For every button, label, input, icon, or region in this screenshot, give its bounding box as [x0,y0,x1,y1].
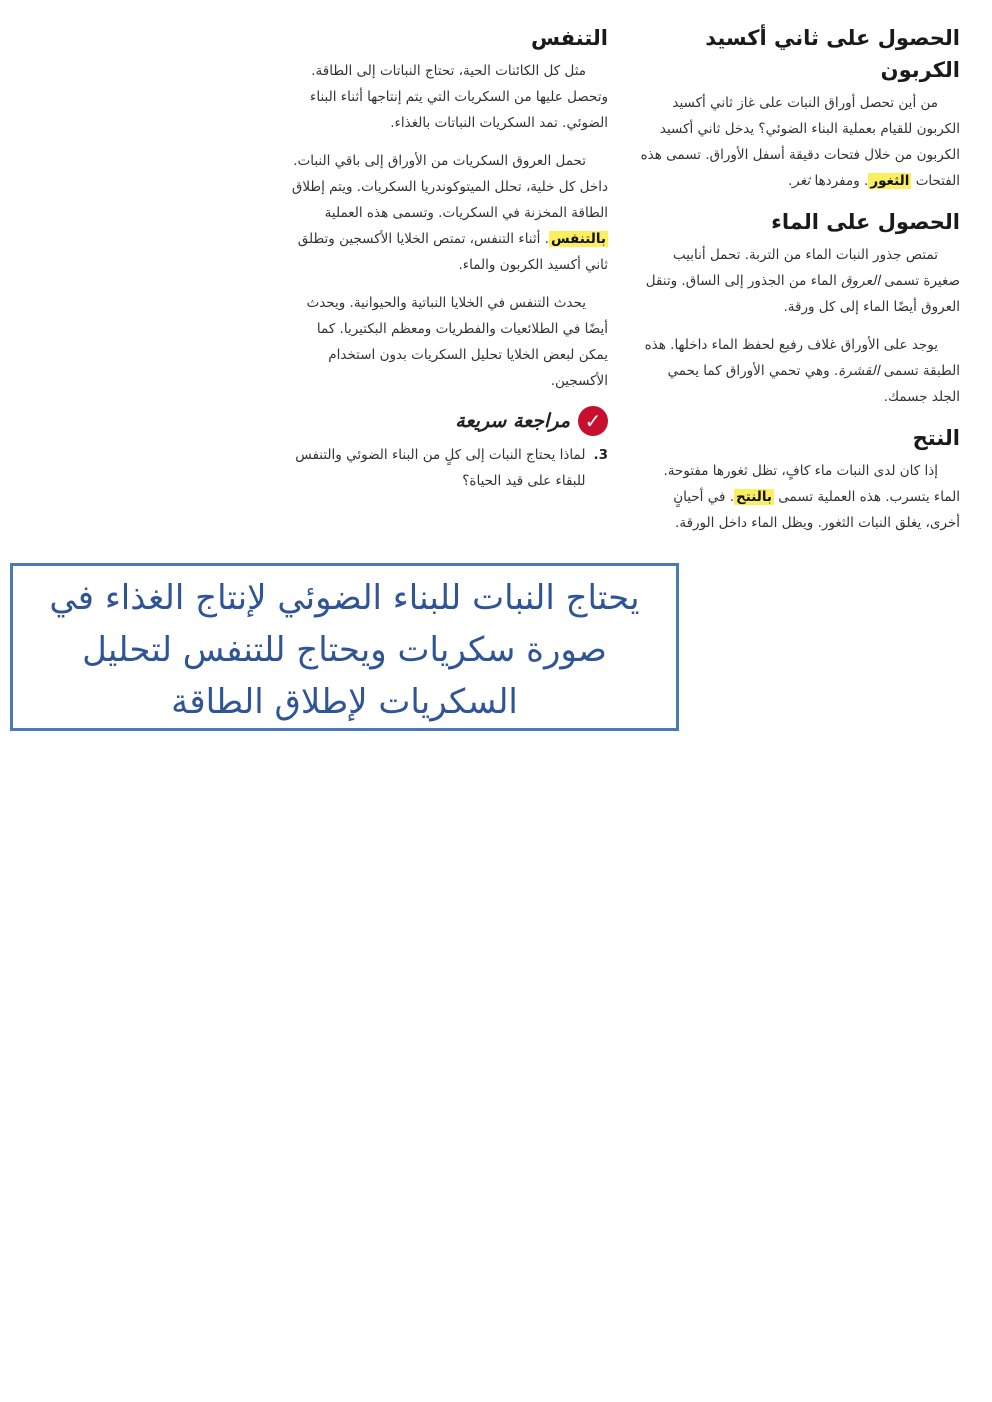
paragraph-co2 [636,90,960,194]
paragraph-respiration-3: يحدث التنفس في الخلايا النباتية والحيوانية. ويحدث أيضًا في الطلائعيات والفطريات ومعظم البكتيريا. كما يمكن لبعض الخلايا تحليل السكريات بدون استخدام الأكسجين. [306,295,608,389]
left-column [284,22,608,494]
text-respiration-post: . أثناء التنفس، تمتص الخلايا الأكسجين وتطلق ثاني أكسيد الكربون والماء. [297,231,608,273]
quick-review-header [284,406,608,436]
term-cuticle: القشرة [838,363,880,379]
quick-review-title: مراجعة سريعة [455,410,570,432]
text-cuticle-post: . وهي تحمي الأوراق كما يحمي الجلد جسمك. [667,363,960,405]
text-transpiration-post: . في أحيانٍ أخرى، يغلق النبات الثغور. ويظل الماء داخل الورقة. [673,489,960,531]
heading-respiration: التنفس [530,26,608,50]
question-number: 3. [593,447,608,463]
answer-box [10,563,679,731]
paragraph-respiration-1: مثل كل الكائنات الحية، تحتاج النباتات إلى الطاقة. وتحصل عليها من السكريات التي يتم إنتاجها أثناء البناء الضوئي. تمد السكريات النباتات بالغذاء. [310,63,608,131]
text-co2-mid: . ومفردها [814,173,869,189]
text-water-pre: تمتص جذور النبات الماء من التربة. تحمل أنابيب صغيرة تسمى [672,247,960,289]
check-icon: ✓ [578,406,608,436]
text-respiration-pre: تحمل العروق السكريات من الأوراق إلى باقي النبات. داخل كل خلية، تحلل الميتوكوندريا السكريات. ويتم إطلاق الطاقة المخزنة في السكريات. وتسمى هذه العملية [291,153,608,221]
term-stomata: الثغور [870,173,910,189]
term-respiration: بالتنفس [550,231,606,247]
answer-text: يحتاج النبات للبناء الضوئي لإنتاج الغذاء في صورة سكريات ويحتاج للتنفس لتحليل السكريات لإطلاق الطاقة [49,578,640,722]
paragraph-respiration-2 [284,148,608,278]
text-co2-pre: من أين تحصل أوراق النبات على غاز ثاني أكسيد الكربون للقيام بعملية البناء الضوئي؟ يدخل ثاني أكسيد الكربون من خلال فتحات دقيقة أسفل الأوراق. تسمى هذه الفتحات [640,95,960,189]
heading-transpiration: النتح [912,426,960,450]
text-cuticle-pre: يوجد على الأوراق غلاف رفيع لحفظ الماء داخلها. هذه الطبقة تسمى [644,337,960,379]
term-transpiration: بالنتح [736,489,772,505]
right-column-clip [636,22,966,560]
right-column [636,22,960,548]
text-co2-post: . [788,173,793,189]
question-text: لماذا يحتاج النبات إلى كلٍ من البناء الضوئي والتنفس للبقاء على قيد الحياة؟ [295,447,586,489]
term-stoma: ثغر [792,173,811,189]
text-water-post: الماء من الجذور إلى الساق. وتنقل العروق أيضًا الماء إلى كل ورقة. [645,273,960,315]
heading-co2: الحصول على ثاني أكسيد الكربون [705,26,960,82]
paragraph-cuticle [636,332,960,410]
term-veins: العروق [841,273,880,289]
heading-water: الحصول على الماء [771,210,960,234]
text-transpiration-pre: إذا كان لدى النبات ماء كافٍ، تظل ثغورها مفتوحة. الماء يتسرب. هذه العملية تسمى [663,463,960,505]
review-question [284,442,608,494]
paragraph-transpiration [636,458,960,536]
paragraph-water [636,242,960,320]
